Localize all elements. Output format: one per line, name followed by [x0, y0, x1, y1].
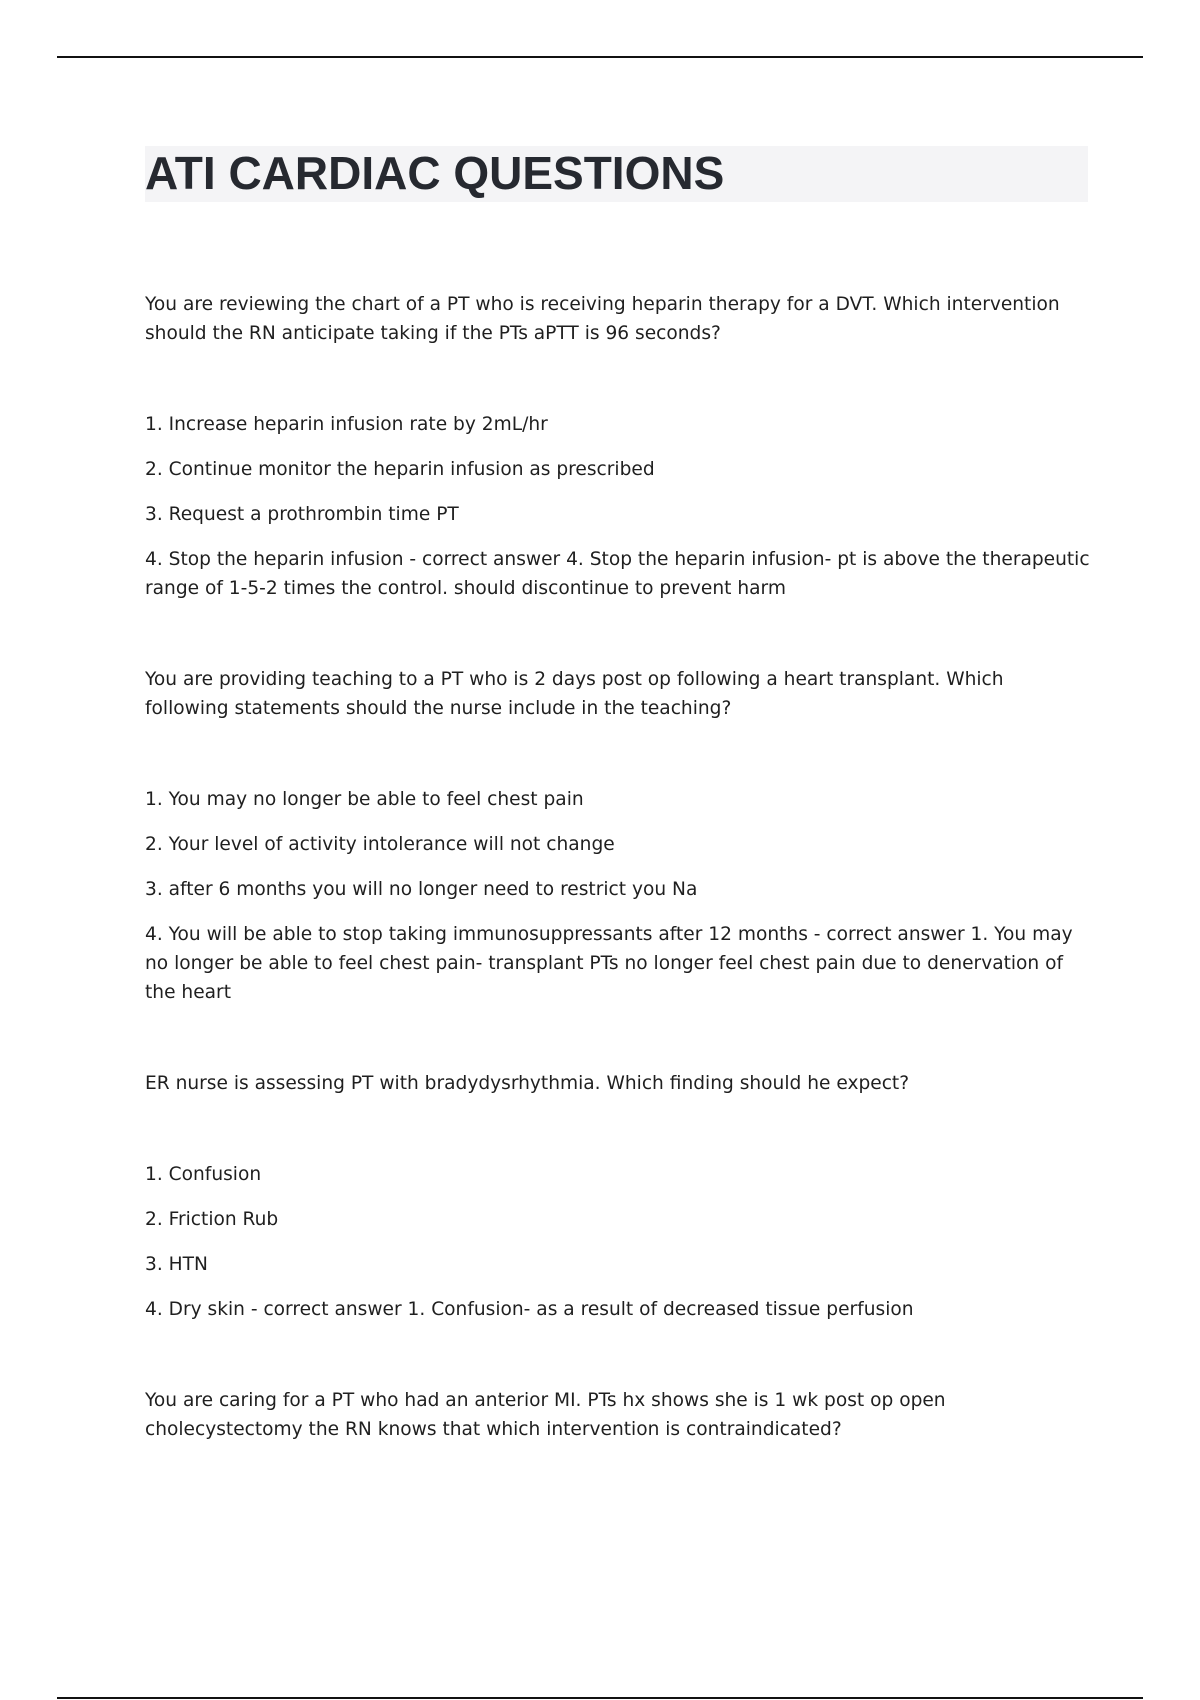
question-block [145, 1386, 1090, 1444]
document-body [145, 290, 1090, 1506]
answer-option: 4. Dry skin - correct answer 1. Confusion- as a result of decreased tissue perfusion [145, 1299, 914, 1320]
answer-option: 1. Confusion [145, 1164, 262, 1185]
question-block [145, 1069, 1090, 1324]
question-stem: ER nurse is assessing PT with bradydysrhythmia. Which finding should he expect? [145, 1073, 910, 1094]
answer-option: 2. Friction Rub [145, 1209, 279, 1230]
question-block [145, 665, 1090, 1007]
answer-options [145, 1160, 1090, 1324]
answer-options [145, 785, 1090, 1007]
answer-option: 1. You may no longer be able to feel chest pain [145, 789, 584, 810]
answer-options [145, 410, 1090, 603]
answer-option: 1. Increase heparin infusion rate by 2mL/hr [145, 414, 548, 435]
answer-option: 4. You will be able to stop taking immunosuppressants after 12 months - correct answer 1. You may no longer be able to feel chest pain- transplant PTs no longer feel chest pain due to denervation of the heart [145, 924, 1073, 1003]
answer-option: 2. Continue monitor the heparin infusion as prescribed [145, 459, 655, 480]
bottom-rule [57, 1697, 1143, 1699]
answer-option: 4. Stop the heparin infusion - correct answer 4. Stop the heparin infusion- pt is above the therapeutic range of 1-5-2 times the control. should discontinue to prevent harm [145, 549, 1090, 599]
question-stem: You are reviewing the chart of a PT who is receiving heparin therapy for a DVT. Which intervention should the RN anticipate taking if the PTs aPTT is 96 seconds? [145, 294, 1060, 344]
answer-option: 3. after 6 months you will no longer need to restrict you Na [145, 879, 698, 900]
answer-option: 3. Request a prothrombin time PT [145, 504, 459, 525]
answer-option: 2. Your level of activity intolerance will not change [145, 834, 615, 855]
question-stem: You are caring for a PT who had an anterior MI. PTs hx shows she is 1 wk post op open cholecystectomy the RN knows that which intervention is contraindicated? [145, 1390, 946, 1440]
answer-option: 3. HTN [145, 1254, 208, 1275]
top-rule [57, 56, 1143, 58]
question-stem: You are providing teaching to a PT who is 2 days post op following a heart transplant. Which following statements should the nurse include in the teaching? [145, 669, 1004, 719]
document-title: ATI CARDIAC QUESTIONS [145, 147, 725, 199]
question-block [145, 290, 1090, 603]
